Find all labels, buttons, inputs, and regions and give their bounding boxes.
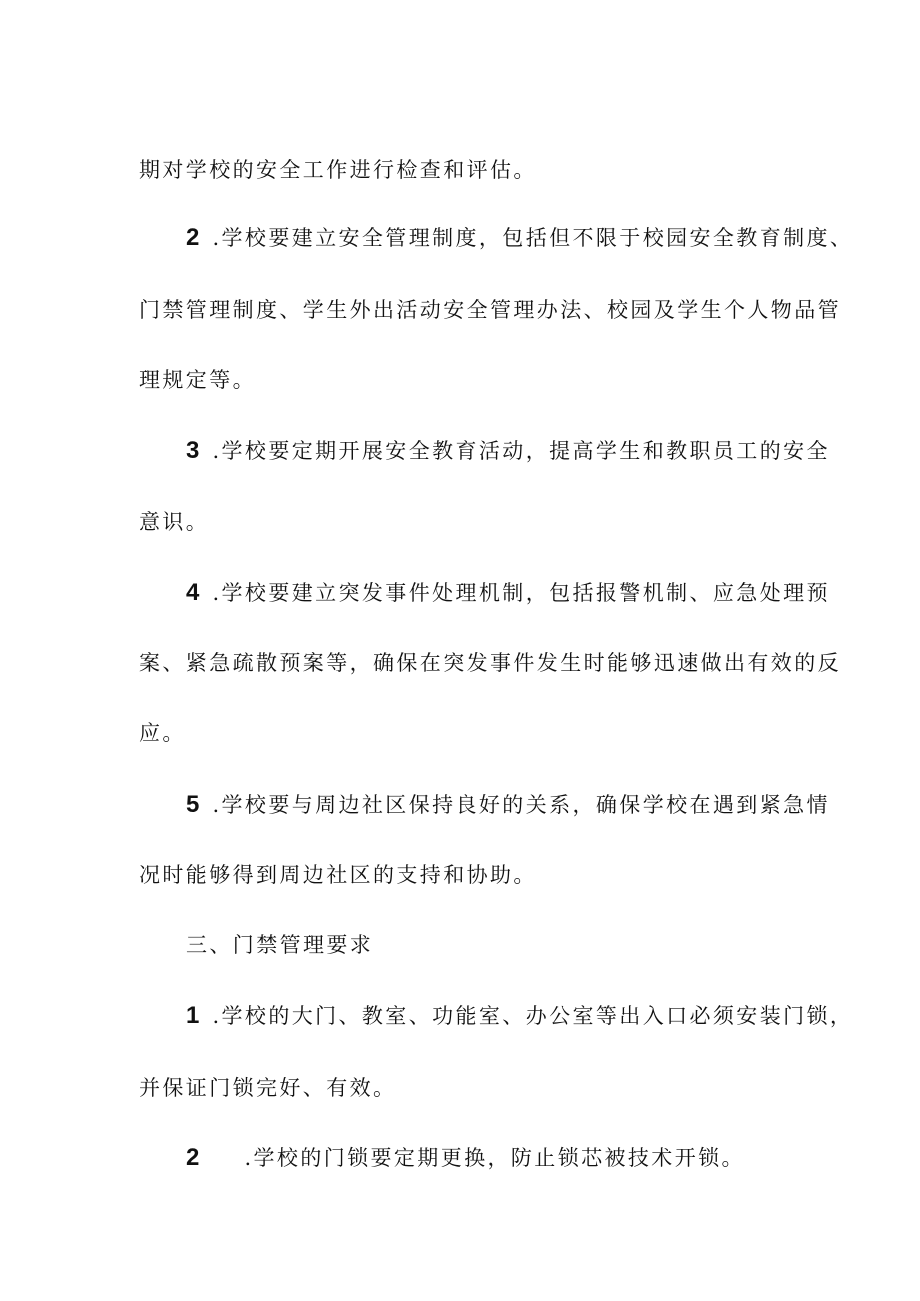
paragraph-line bbox=[139, 360, 256, 400]
item-text: .学校要建立安全管理制度，包括但不限于校园安全教育制度、 bbox=[212, 226, 854, 250]
item-text: .学校要建立突发事件处理机制，包括报警机制、应急处理预 bbox=[212, 581, 830, 605]
text: 况时能够得到周边社区的支持和协助。 bbox=[139, 863, 537, 887]
paragraph-line bbox=[139, 502, 209, 542]
paragraph-line bbox=[139, 150, 537, 190]
text: 意识。 bbox=[139, 510, 210, 534]
text: 案、紧急疏散预案等，确保在突发事件发生时能够迅速做出有效的反 bbox=[139, 651, 841, 675]
item-text: .学校的门锁要定期更换，防止锁芯被技术开锁。 bbox=[244, 1146, 745, 1170]
text: 应。 bbox=[139, 721, 186, 745]
text: 理规定等。 bbox=[139, 368, 256, 392]
text: 门禁管理制度、学生外出活动安全管理办法、校园及学生个人物品管 bbox=[139, 298, 841, 322]
list-item-5 bbox=[186, 785, 830, 825]
item-number: 2 bbox=[186, 1144, 200, 1171]
paragraph-line bbox=[139, 713, 186, 753]
heading-text: 三、门禁管理要求 bbox=[186, 933, 374, 957]
item-number: 3 bbox=[186, 437, 200, 464]
item-text: .学校要与周边社区保持良好的关系，确保学校在遇到紧急情 bbox=[212, 793, 830, 817]
paragraph-line bbox=[139, 855, 537, 895]
item-number: 5 bbox=[186, 791, 200, 818]
list-item-3 bbox=[186, 431, 830, 471]
text: 并保证门锁完好、有效。 bbox=[139, 1076, 397, 1100]
list-item-4 bbox=[186, 573, 830, 613]
item-number: 2 bbox=[186, 224, 200, 251]
text: 期对学校的安全工作进行检查和评估。 bbox=[139, 158, 537, 182]
paragraph-line bbox=[139, 643, 841, 683]
item-number: 4 bbox=[186, 579, 200, 606]
list-item-2 bbox=[186, 218, 853, 258]
paragraph-line bbox=[139, 290, 841, 330]
paragraph-line bbox=[139, 1068, 396, 1108]
list-item-2 bbox=[186, 1138, 745, 1178]
section-heading bbox=[186, 925, 373, 965]
item-text: .学校要定期开展安全教育活动，提高学生和教职员工的安全 bbox=[212, 439, 830, 463]
list-item-1 bbox=[186, 996, 853, 1036]
item-text: .学校的大门、教室、功能室、办公室等出入口必须安装门锁， bbox=[212, 1004, 854, 1028]
item-number: 1 bbox=[186, 1002, 200, 1029]
